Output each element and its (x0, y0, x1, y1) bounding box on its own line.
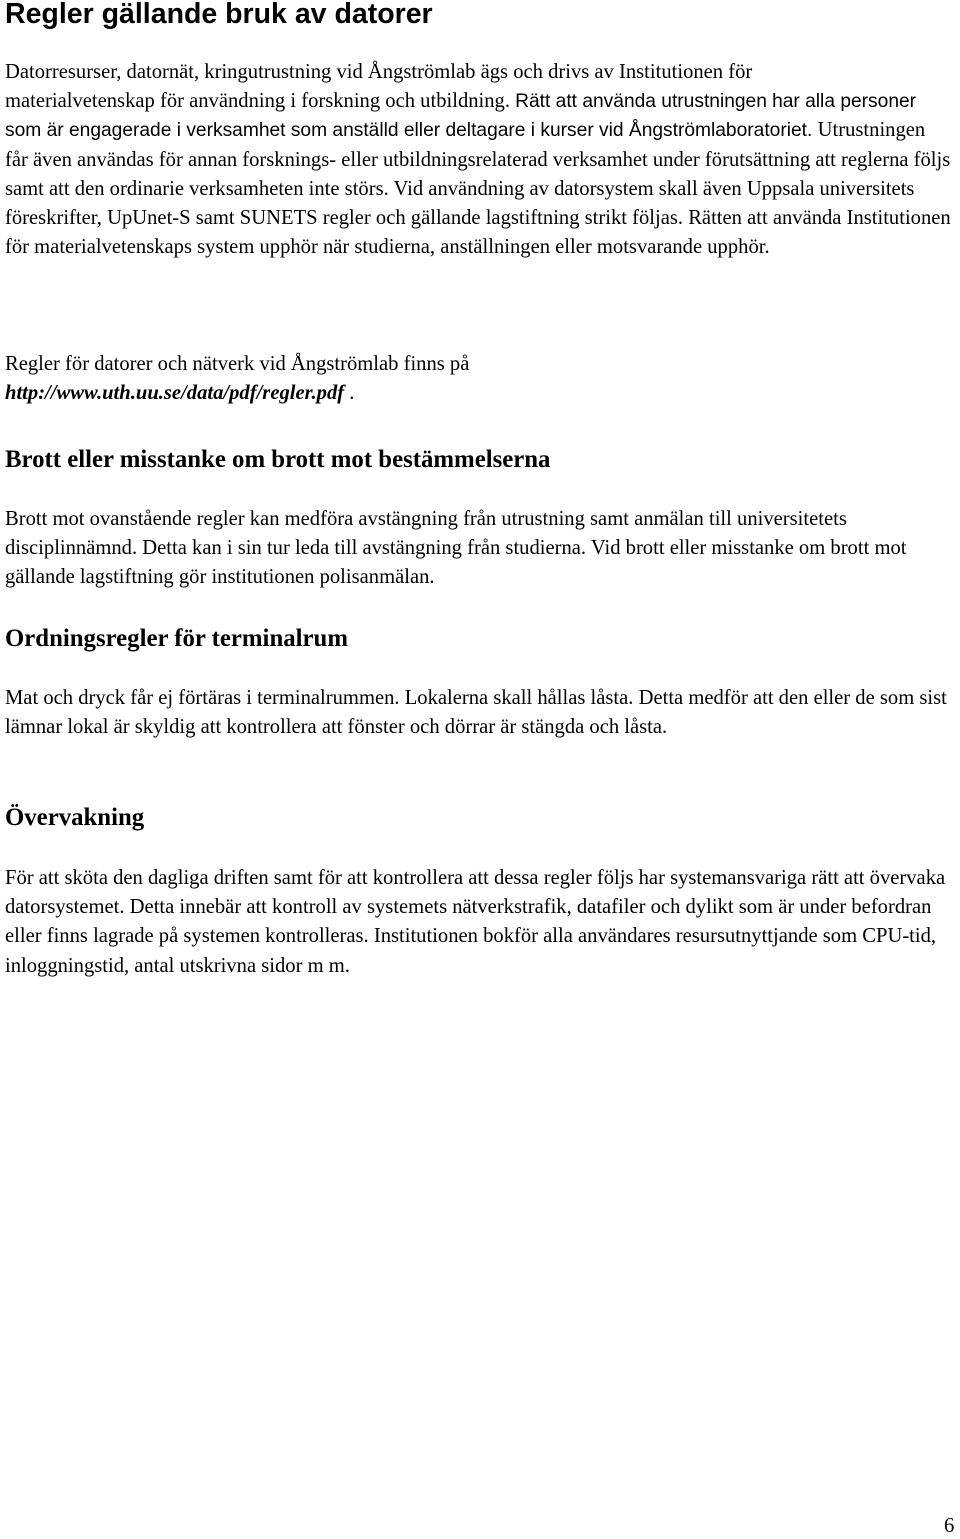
rules-link-suffix: . (344, 382, 355, 405)
intro-paragraph (5, 58, 953, 262)
intro-sans-block: har alla personer som är engagerade i verksamhet som anställd eller deltagare i kurser vid Ångströmlaboratoriet. (5, 91, 917, 142)
intro-line-2-sans: Rätt att använda utrustningen (515, 91, 767, 113)
section-text-violations: Brott mot ovanstående regler kan medföra avstängning från utrustning samt anmälan till universitetets disciplinnämnd. Detta kan i sin tur leda till avstängning från studierna. Vid brott eller misstanke om brott mot gällande lagstiftning gör institutionen polisanmälan. (5, 508, 907, 589)
section-heading-monitoring: Övervakning (5, 804, 145, 831)
section-heading-terminal-rooms: Ordningsregler för terminalrum (5, 625, 348, 652)
rules-link-paragraph (5, 350, 953, 408)
page-title: Regler gällande bruk av datorer (5, 0, 433, 30)
rules-link-text: Regler för datorer och nätverk vid Ångströmlab finns på (5, 353, 470, 375)
page-number: 6 (944, 1515, 955, 1537)
intro-line-2: materialvetenskap för användning i forskning och utbildning. (5, 90, 516, 113)
section-heading-violations: Brott eller misstanke om brott mot bestämmelserna (5, 446, 551, 473)
section-text-monitoring: För att sköta den dagliga driften samt för att kontrollera att dessa regler följs har systemansvariga rätt att övervaka datorsystemet. Detta innebär att kontroll av systemets nätverkstrafik, datafiler och dylikt som är under befordran eller finns lagrade på systemen kontrolleras. Institutionen bokför alla användares resursutnyttjande som CPU-tid, inloggningstid, antal utskrivna sidor m m. (5, 867, 946, 977)
intro-line-1: Datorresurser, datornät, kringutrustning vid Ångströmlab ägs och drivs av Institutionen för (5, 61, 753, 83)
section-text-terminal-rooms: Mat och dryck får ej förtäras i terminalrummen. Lokalerna skall hållas låsta. Detta medför att den eller de som sist lämnar lokal är skyldig att kontrollera att fönster och dörrar är stängda och låsta. (5, 687, 947, 739)
intro-rest: Utrustningen får även användas för annan forsknings- eller utbildningsrelaterad verksamhet under förutsättning att reglerna följs samt att den ordinarie verksamheten inte störs. Vid användning av datorsystem skall även Uppsala universitets föreskrifter, UpUnet-S samt SUNETS regler och gällande lagstiftning strikt följas. Rätten att använda Institutionen för materialvetenskaps system upphör när studierna, anställningen eller motsvarande upphör. (5, 119, 951, 259)
rules-link-url[interactable]: http://www.uth.uu.se/data/pdf/regler.pdf (5, 382, 345, 405)
